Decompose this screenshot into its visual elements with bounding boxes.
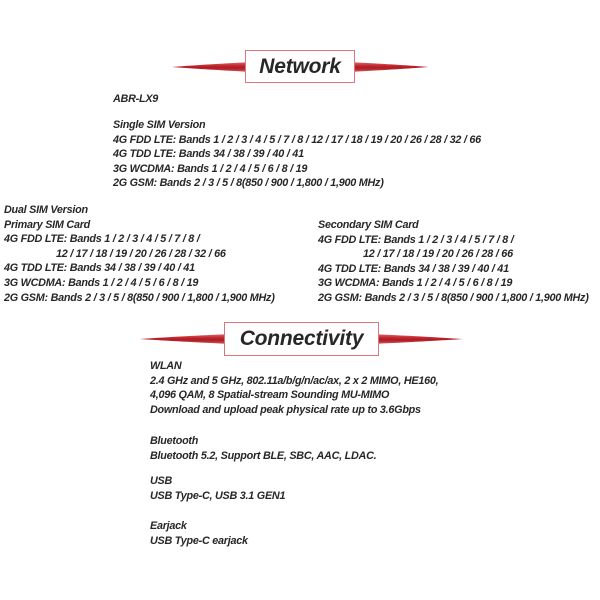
wlan-block: [150, 359, 438, 417]
single-sim-block: [113, 118, 481, 191]
spec-line-gsm: 2G GSM: Bands 2 / 3 / 5 / 8(850 / 900 / 1,800 / 1,900 MHz): [318, 291, 589, 304]
dual-sim-primary-block: [4, 203, 275, 305]
spec-line-wcdma: 3G WCDMA: Bands 1 / 2 / 4 / 5 / 6 / 8 / 19: [113, 162, 308, 175]
primary-sim-heading: Primary SIM Card: [4, 218, 91, 231]
spec-line-tdd: 4G TDD LTE: Bands 34 / 38 / 39 / 40 / 41: [4, 262, 195, 275]
single-sim-heading: Single SIM Version: [113, 119, 206, 131]
spec-line-fdd: 4G FDD LTE: Bands 1 / 2 / 3 / 4 / 5 / 7 / 8 / 12 / 17 / 18 / 19 / 20 / 26 / 28 / 32 / 66: [113, 133, 481, 146]
earjack-heading: Earjack: [150, 520, 187, 532]
spec-line-tdd: 4G TDD LTE: Bands 34 / 38 / 39 / 40 / 41: [113, 148, 304, 161]
earjack-value: USB Type-C earjack: [150, 534, 248, 547]
spec-line-fdd: 4G FDD LTE: Bands 1 / 2 / 3 / 4 / 5 / 7 / 8 /: [318, 233, 514, 246]
spec-line-wcdma: 3G WCDMA: Bands 1 / 2 / 4 / 5 / 6 / 8 / 19: [318, 277, 513, 290]
model-name: ABR-LX9: [113, 93, 159, 105]
earjack-block: [150, 519, 248, 548]
wlan-line-2: 4,096 QAM, 8 Spatial-stream Sounding MU-MIMO: [150, 389, 390, 402]
network-title: Network: [259, 54, 341, 78]
spec-line-fdd: 4G FDD LTE: Bands 1 / 2 / 3 / 4 / 5 / 7 / 8 /: [4, 233, 200, 246]
secondary-sim-heading: Secondary SIM Card: [318, 219, 419, 231]
spec-line-gsm: 2G GSM: Bands 2 / 3 / 5 / 8(850 / 900 / 1,800 / 1,900 MHz): [113, 177, 384, 190]
connectivity-banner-box: [224, 322, 379, 356]
ribbon-left-icon: [172, 60, 248, 74]
usb-heading: USB: [150, 475, 173, 487]
wlan-line-1: 2.4 GHz and 5 GHz, 802.11a/b/g/n/ac/ax, 2 x 2 MIMO, HE160,: [150, 374, 439, 387]
spec-line-fdd-cont: 12 / 17 / 18 / 19 / 20 / 26 / 28 / 66: [363, 248, 513, 261]
bluetooth-heading: Bluetooth: [150, 435, 199, 447]
spec-line-tdd: 4G TDD LTE: Bands 34 / 38 / 39 / 40 / 41: [318, 262, 509, 275]
spec-line-gsm: 2G GSM: Bands 2 / 3 / 5 / 8(850 / 900 / 1,800 / 1,900 MHz): [4, 291, 275, 304]
dual-sim-heading: Dual SIM Version: [4, 204, 88, 216]
wlan-line-3: Download and upload peak physical rate up to 3.6Gbps: [150, 403, 421, 416]
dual-sim-secondary-block: [318, 218, 589, 306]
bluetooth-block: [150, 434, 376, 463]
ribbon-right-icon: [353, 60, 429, 74]
connectivity-title: Connectivity: [239, 327, 364, 350]
usb-block: [150, 474, 285, 503]
ribbon-right-icon: [377, 332, 463, 346]
ribbon-left-icon: [140, 332, 226, 346]
bluetooth-value: Bluetooth 5.2, Support BLE, SBC, AAC, LDAC.: [150, 449, 377, 462]
network-banner-box: [245, 50, 355, 83]
spec-line-fdd-cont: 12 / 17 / 18 / 19 / 20 / 26 / 28 / 32 / 66: [56, 247, 226, 260]
wlan-heading: WLAN: [150, 360, 182, 372]
usb-value: USB Type-C, USB 3.1 GEN1: [150, 489, 286, 502]
spec-line-wcdma: 3G WCDMA: Bands 1 / 2 / 4 / 5 / 6 / 8 / 19: [4, 276, 199, 289]
